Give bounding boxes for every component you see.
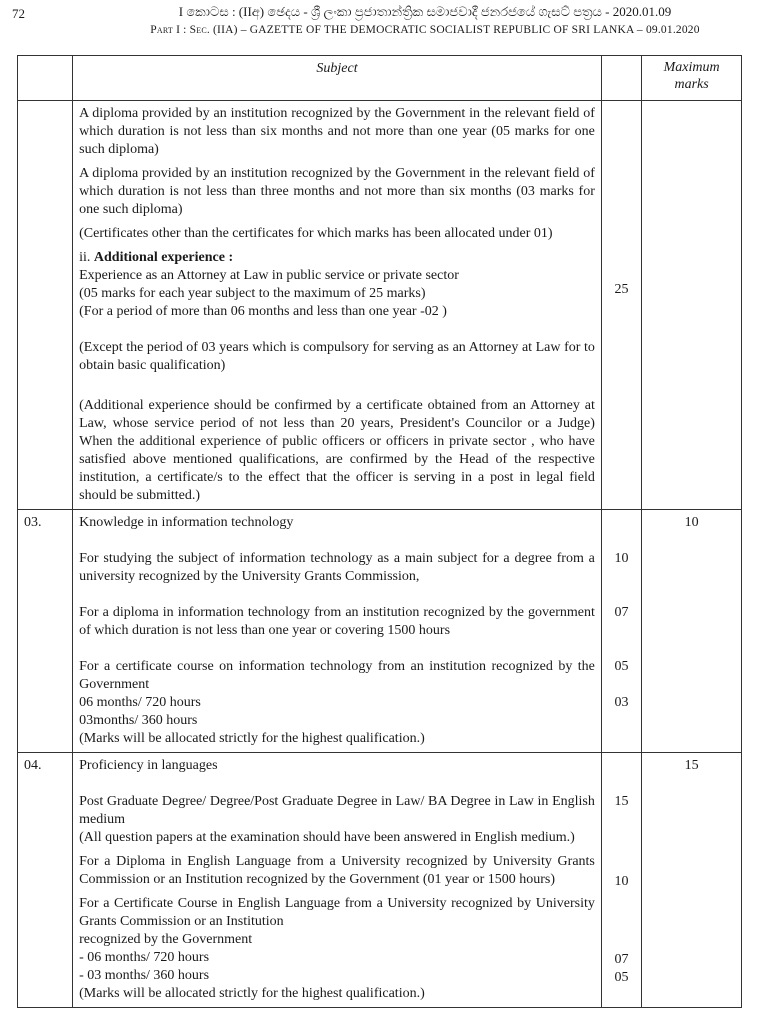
row-subject-cell	[73, 101, 602, 510]
experience-line-1: Experience as an Attorney at Law in public service or private sector	[79, 268, 459, 283]
it-certificate-mark: 05	[614, 659, 629, 674]
it-six-months-line: 06 months/ 720 hours	[79, 695, 201, 710]
it-short-certificate-mark: 03	[614, 695, 629, 710]
gazette-english-title	[110, 24, 740, 36]
header-max-line2: marks	[674, 77, 709, 92]
it-highest-qualification-note: (Marks will be allocated strictly for the highest qualification.)	[79, 731, 425, 746]
it-diploma-text: For a diploma in information technology from an institution recognized by the government of which duration is not less than one year or covering 1500 hours	[79, 605, 595, 638]
english-medium-note: (All question papers at the examination should have been answered in English medium.)	[79, 830, 575, 845]
languages-title: Proficiency in languages	[79, 758, 218, 773]
additional-experience-heading: Additional experience :	[93, 250, 234, 265]
row-number-cell	[18, 101, 73, 510]
english-degree-text: Post Graduate Degree/ Degree/Post Graduate Degree in Law/ BA Degree in Law in English medium	[79, 794, 595, 827]
row-marks-cell	[601, 510, 641, 753]
it-degree-mark: 10	[614, 551, 629, 566]
table-row	[18, 510, 742, 753]
it-certificate-text: For a certificate course on information technology from an institution recognized by the Government	[79, 659, 595, 692]
it-degree-text: For studying the subject of information technology as a main subject for a degree from a university recognized by the University Grants Commission,	[79, 551, 595, 584]
item-prefix: ii.	[79, 250, 94, 265]
experience-line-3: (For a period of more than 06 months and less than one year -02 )	[79, 304, 447, 319]
english-three-months-line: - 03 months/ 360 hours	[79, 968, 210, 983]
gazette-english-rest: – GAZETTE OF THE DEMOCRATIC SOCIALIST REPUBLIC OF SRI LANKA – 09.01.2020	[237, 24, 700, 36]
table-header-row	[18, 56, 742, 101]
english-recognized-line: recognized by the Government	[79, 932, 253, 947]
row-marks-cell	[601, 101, 641, 510]
english-six-months-line: - 06 months/ 720 hours	[79, 950, 210, 965]
english-three-months-mark: 05	[614, 970, 629, 985]
it-knowledge-title: Knowledge in information technology	[79, 515, 294, 530]
english-highest-qualification-note: (Marks will be allocated strictly for the highest qualification.)	[79, 986, 425, 1001]
header-max-line1: Maximum	[663, 60, 720, 75]
row-subject-cell	[73, 510, 602, 753]
part-section: Part I : Sec. (IIA)	[150, 24, 238, 36]
header-subject-cell: Subject	[73, 56, 602, 101]
page-header	[0, 0, 759, 48]
english-certificate-text: For a Certificate Course in English Language from a University recognized by University Grants Commission or an Institution	[79, 896, 595, 929]
except-period-text: (Except the period of 03 years which is compulsory for serving as an Attorney at Law for to obtain basic qualification)	[79, 340, 595, 373]
row-number-cell: 04.	[18, 753, 73, 1008]
english-diploma-mark: 10	[614, 874, 629, 889]
gazette-sinhala-title: I කොටස : (IIඅ) ඡෙදය - ශ්‍රී ලංකා ප්‍රජාතාන්ත්‍රික සමාජවාදී ජනරජයේ ගැසට් පත්‍රය - 2020.01.09	[178, 4, 672, 19]
english-six-months-mark: 07	[614, 952, 629, 967]
english-diploma-text: For a Diploma in English Language from a University recognized by University Grants Commission or an Institution recognized by the Government (01 year or 1500 hours)	[79, 854, 595, 887]
diploma-three-months-text: A diploma provided by an institution recognized by the Government in the relevant field of which duration is not less than three months and not more than six months (03 marks for one such diploma)	[79, 166, 595, 217]
certificates-note-text: (Certificates other than the certificates for which marks has been allocated under 01)	[79, 226, 553, 241]
table-row	[18, 101, 742, 510]
row-max-cell: 10	[642, 510, 742, 753]
row-marks-cell	[601, 753, 641, 1008]
row-max-cell: 15	[642, 753, 742, 1008]
it-three-months-line: 03months/ 360 hours	[79, 713, 198, 728]
header-number-cell	[18, 56, 73, 101]
table-row	[18, 753, 742, 1008]
diploma-six-months-text: A diploma provided by an institution recognized by the Government in the relevant field of which duration is not less than six months and not more than one year (05 marks for one such diploma)	[79, 106, 595, 157]
experience-mark: 25	[614, 282, 629, 297]
confirmation-note-text: (Additional experience should be confirmed by a certificate obtained from an Attorney at Law, whose service period of not less than 20 years, President's Councilor or a Judge) When the additional experience of public officers or officers in private sector , who have satisfied above mentioned qualifications, are confirmed by the Head of the respective institution, a certificate/s to the effect that the officer is serving in a post in legal field should be submitted.)	[79, 398, 595, 503]
page-number: 72	[12, 6, 25, 21]
row-max-cell	[642, 101, 742, 510]
marks-table	[17, 55, 742, 1008]
row-subject-cell	[73, 753, 602, 1008]
experience-line-2: (05 marks for each year subject to the maximum of 25 marks)	[79, 286, 426, 301]
header-marks-cell	[601, 56, 641, 101]
header-max-cell	[642, 56, 742, 101]
it-diploma-mark: 07	[614, 605, 629, 620]
english-degree-mark: 15	[614, 794, 629, 809]
additional-experience-block	[79, 249, 595, 321]
row-number-cell: 03.	[18, 510, 73, 753]
